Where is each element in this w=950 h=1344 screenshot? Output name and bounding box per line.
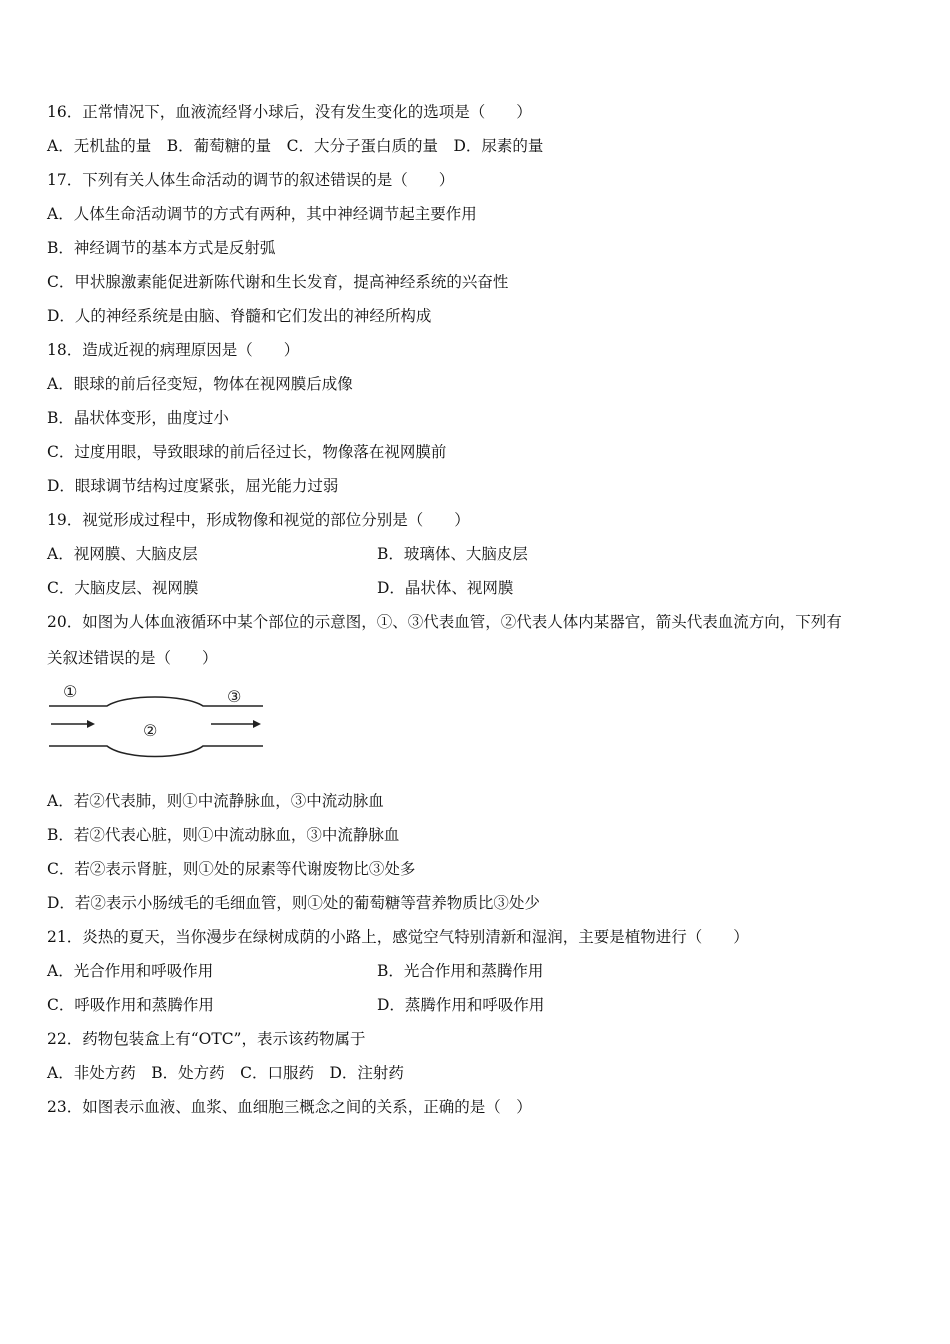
q22-stem: 22．药物包装盒上有“OTC”，表示该药物属于 [47,1030,366,1048]
q21-options-row-1 [47,961,747,981]
q18-option-c: C．过度用眼，导致眼球的前后径过长，物像落在视网膜前 [47,443,447,461]
q21-options-row-2 [47,995,747,1015]
q17-stem: 17．下列有关人体生命活动的调节的叙述错误的是（ ） [47,171,455,189]
q21-stem: 21．炎热的夏天，当你漫步在绿树成荫的小路上，感觉空气特别清新和湿润，主要是植物进行（ ） [47,928,749,946]
q22-options: A．非处方药 B．处方药 C．口服药 D．注射药 [47,1064,404,1082]
arrow-left-head [87,720,95,728]
q19-option-d: D．晶状体、视网膜 [377,579,514,597]
blood-circulation-diagram [45,680,267,762]
q17-option-b: B．神经调节的基本方式是反射弧 [47,239,276,257]
q18-option-a: A．眼球的前后径变短，物体在视网膜后成像 [47,375,353,393]
q18-option-d: D．眼球调节结构过度紧张，屈光能力过弱 [47,477,339,495]
q20-option-c: C．若②表示肾脏，则①处的尿素等代谢废物比③处多 [47,860,416,878]
q19-options-row-2 [47,578,747,598]
q17-option-a: A．人体生命活动调节的方式有两种，其中神经调节起主要作用 [47,205,477,223]
diagram-label-3: ③ [227,687,242,706]
q21-option-b: B．光合作用和蒸腾作用 [377,962,544,980]
q19-stem: 19．视觉形成过程中，形成物像和视觉的部位分别是（ ） [47,511,470,529]
q18-stem: 18．造成近视的病理原因是（ ） [47,341,300,359]
diagram-label-2: ② [143,721,158,740]
q17-option-c: C．甲状腺激素能促进新陈代谢和生长发育，提高神经系统的兴奋性 [47,273,509,291]
diagram-label-1: ① [63,682,78,701]
q21-option-a: A．光合作用和呼吸作用 [47,962,214,980]
q17-option-d: D．人的神经系统是由脑、脊髓和它们发出的神经所构成 [47,307,432,325]
arrow-right-head [253,720,261,728]
q18-option-b: B．晶状体变形，曲度过小 [47,409,229,427]
q20-stem-line-2: 关叙述错误的是（ ） [47,649,218,667]
q21-option-d: D．蒸腾作用和呼吸作用 [377,996,545,1014]
q20-stem-line-1: 20．如图为人体血液循环中某个部位的示意图，①、③代表血管，②代表人体内某器官，箭头代表血流方向，下列有 [47,613,842,631]
q16-options: A．无机盐的量 B．葡萄糖的量 C．大分子蛋白质的量 D．尿素的量 [47,137,544,155]
q20-option-a: A．若②代表肺，则①中流静脉血，③中流动脉血 [47,792,384,810]
q19-options-row-1 [47,544,747,564]
q20-option-b: B．若②代表心脏，则①中流动脉血，③中流静脉血 [47,826,400,844]
q23-stem: 23．如图表示血液、血浆、血细胞三概念之间的关系，正确的是（ ） [47,1098,532,1116]
q16-stem: 16．正常情况下，血液流经肾小球后，没有发生变化的选项是（ ） [47,103,532,121]
q20-option-d: D．若②表示小肠绒毛的毛细血管，则①处的葡萄糖等营养物质比③处少 [47,894,540,912]
vessel-bottom-wall [49,746,263,757]
q19-option-b: B．玻璃体、大脑皮层 [377,545,528,563]
q21-option-c: C．呼吸作用和蒸腾作用 [47,996,214,1014]
q19-option-a: A．视网膜、大脑皮层 [47,545,198,563]
q19-option-c: C．大脑皮层、视网膜 [47,579,199,597]
